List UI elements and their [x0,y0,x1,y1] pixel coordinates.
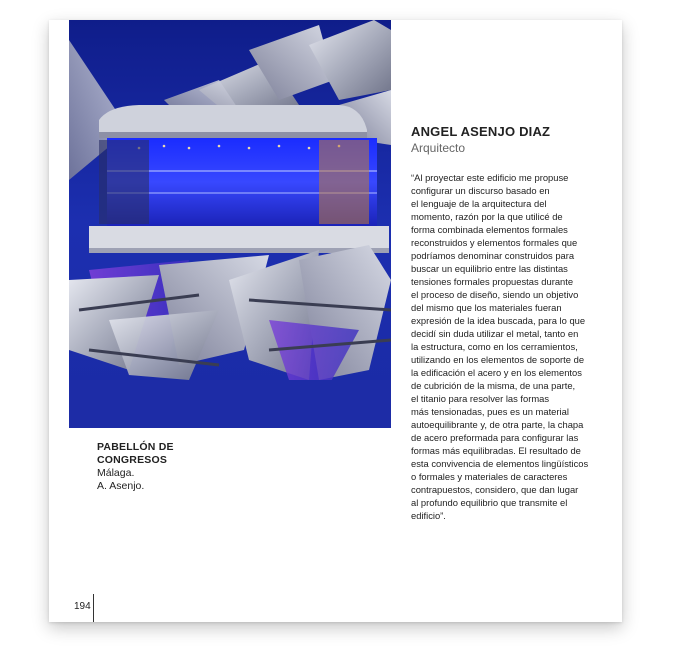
quote-line: la estructura, como en los cerramientos, [411,341,578,352]
quote-line: la edificación el acero y en los elementos [411,367,582,378]
book-page [49,20,622,622]
quote-line: el titanio para resolver las formas [411,393,550,404]
quote-line: buscar un equilibrio entre las distintas [411,263,568,274]
caption-credit: A. Asenjo. [97,480,145,492]
author-block [411,124,611,155]
quote-line: momento, razón por la que utilicé de [411,211,563,222]
quote-line: forma combinada elementos formales [411,224,568,235]
caption-title-line-2: CONGRESOS [97,454,168,466]
page-number-divider [93,594,94,622]
quote-line: configurar un discurso basado en [411,185,550,196]
quote-line: de cubrición de la misma, de una parte, [411,380,576,391]
quote-line: “Al proyectar este edificio me propuse [411,172,569,183]
author-role: Arquitecto [411,141,466,155]
quote-line: al profundo equilibrio que transmite el [411,497,568,508]
quote-line: expresión de la idea buscada, para lo que [411,315,586,326]
quote-line: podríamos denominar construidos para [411,250,575,261]
caption-location: Málaga. [97,467,135,479]
quote-line: de acero preformada para configurar las [411,432,579,443]
quote-line: el proceso de diseño, siendo un objetivo [411,289,579,300]
author-name: ANGEL ASENJO DIAZ [411,124,551,139]
quote-line: utilizando en los elementos de soporte de [411,354,585,365]
photo-caption [97,441,217,493]
quote-line: del mismo que los materiales fueran [411,302,562,313]
quote-line: o formales y materiales de caracteres [411,471,568,482]
quote-line: edificio”. [411,510,446,521]
quote-line: decidí sin duda utilizar el metal, tanto en [411,328,579,339]
building-photo [69,20,391,428]
quote-line: autoequilibrante y, de otra parte, la chapa [411,419,584,430]
quote-line: el lenguaje de la arquitectura del [411,198,547,209]
quote-line: contrapuestos, considero, que dan lugar [411,484,579,495]
quote-line: tensiones formales propuestas durante [411,276,574,287]
page-number: 194 [74,601,91,612]
quote-line: formas más equilibradas. El resultado de [411,445,581,456]
quote-line: reconstruidos y elementos formales que [411,237,578,248]
quote-line: más tensionadas, pues es un material [411,406,569,417]
architect-quote [411,171,603,522]
quote-line: esta convivencia de elementos lingüísticos [411,458,589,469]
caption-title-line-1: PABELLÓN DE [97,441,174,453]
